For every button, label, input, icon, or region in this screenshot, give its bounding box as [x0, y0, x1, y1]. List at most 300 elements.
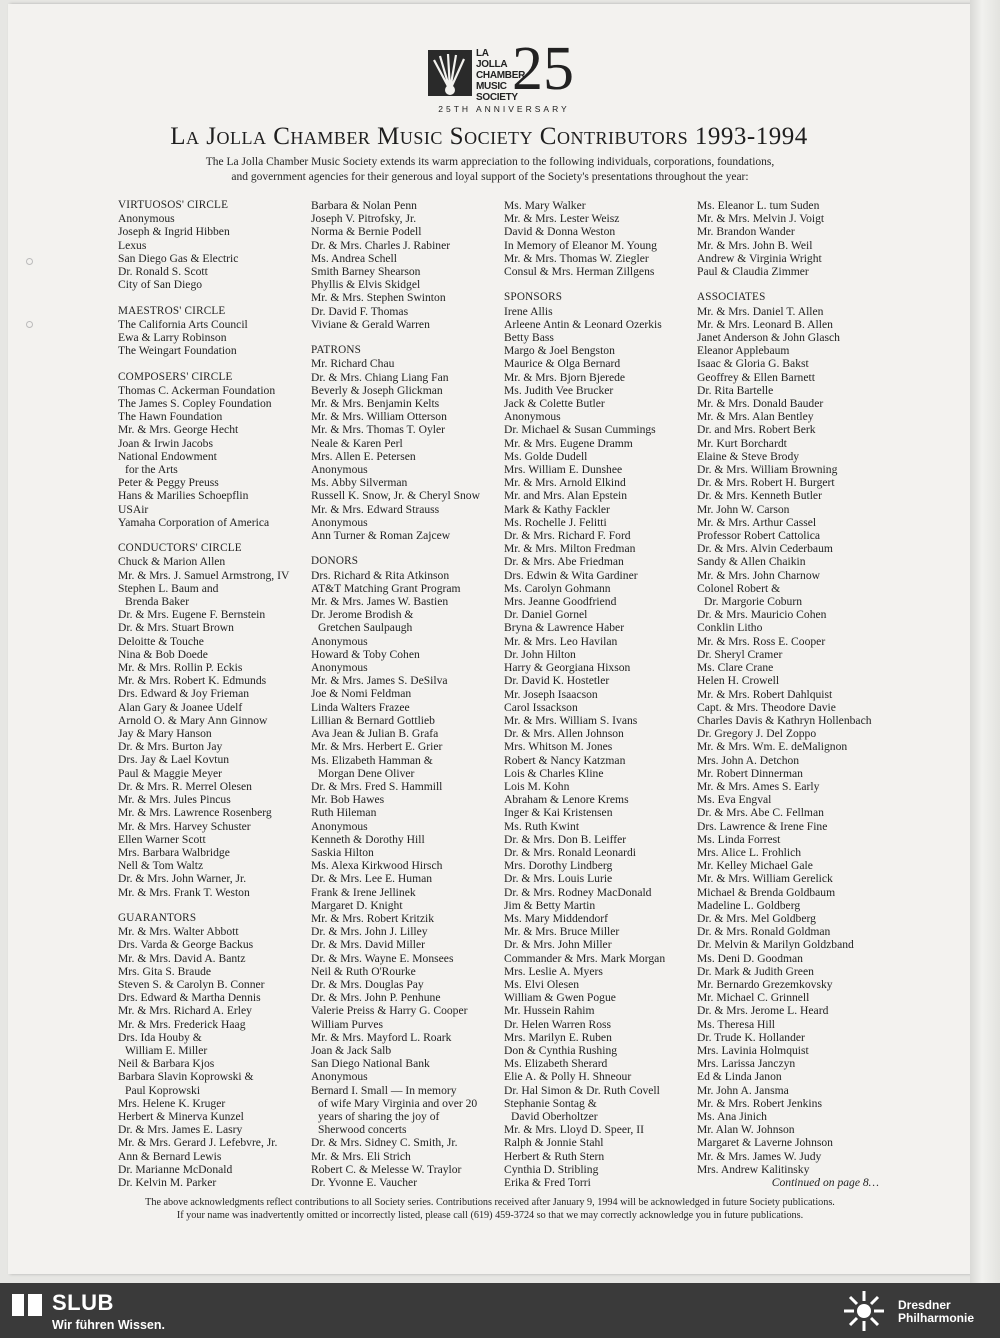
contributor-column-2	[311, 199, 501, 1189]
contributor-entry: Lillian & Bernard Gottlieb	[311, 713, 435, 727]
contributor-entry: Herbert & Ruth Stern	[504, 1149, 605, 1163]
contributor-entry: Barbara & Nolan Penn	[311, 199, 417, 212]
section-heading: SPONSORS	[504, 291, 563, 304]
contributor-entry: Robert & Nancy Katzman	[504, 753, 626, 767]
contributor-entry: Margaret D. Knight	[311, 898, 403, 912]
contributor-entry: Drs. Lawrence & Irene Fine	[697, 819, 828, 833]
contributor-entry: Herbert & Minerva Kunzel	[118, 1109, 244, 1123]
contributor-entry: Dr. Michael & Susan Cummings	[504, 423, 656, 437]
contributor-entry: Margaret & Laverne Johnson	[697, 1136, 833, 1150]
contributor-entry: Dr. & Mrs. Louis Lurie	[504, 872, 613, 886]
section-heading: VIRTUOSOS' CIRCLE	[118, 199, 229, 211]
section-heading: MAESTROS' CIRCLE	[118, 304, 226, 317]
contributor-entry: Ann Turner & Roman Zajcew	[311, 529, 451, 543]
contributor-entry: Elie A. & Polly H. Shneour	[504, 1070, 632, 1084]
contributor-entry: Dr. & Mrs. Don B. Leiffer	[504, 832, 627, 846]
contributor-entry: Ms. Elizabeth Sherard	[504, 1057, 608, 1071]
contributor-entry: Mrs. William E. Dunshee	[504, 463, 623, 477]
contributor-entry: Russell K. Snow, Jr. & Cheryl Snow	[311, 489, 480, 503]
contributor-entry: Mr. & Mrs. Benjamin Kelts	[311, 397, 440, 411]
contributor-entry: Paul & Claudia Zimmer	[697, 265, 809, 279]
contributor-entry: Conklin Litho	[697, 621, 763, 635]
contributor-entry: Lexus	[118, 238, 147, 252]
slub-tagline: Wir führen Wissen.	[52, 1318, 165, 1332]
contributor-entry: Mr. & Mrs. George Hecht	[118, 423, 239, 437]
contributor-entry: Dr. Rita Bartelle	[697, 383, 774, 397]
contributor-entry: Dr. & Mrs. Sidney C. Smith, Jr.	[311, 1136, 458, 1150]
contributor-entry: Mr. & Mrs. Ross E. Cooper	[697, 634, 826, 648]
contributor-entry: Mr. & Mrs. Eli Strich	[311, 1149, 411, 1163]
contributor-entry: Mrs. Jeanne Goodfriend	[504, 595, 617, 609]
contributor-entry: In Memory of Eleanor M. Young	[504, 238, 657, 252]
contributor-entry: Mrs. Larissa Janczyn	[697, 1057, 796, 1071]
contributor-entry: Anonymous	[311, 819, 368, 833]
contributor-entry: Mr. Kelley Michael Gale	[697, 859, 813, 873]
contributor-entry: Smith Barney Shearson	[311, 265, 421, 279]
contributor-entry: Dr. & Mrs. Abe C. Fellman	[697, 806, 824, 820]
contributor-entry: Dr. & Mrs. John Miller	[504, 938, 612, 952]
section-spacer	[118, 899, 308, 912]
contributor-entry: Drs. Varda & George Backus	[118, 938, 254, 952]
contributor-entry: Steven S. & Carolyn B. Conner	[118, 977, 265, 991]
contributor-entry: Ms. Rochelle J. Felitti	[504, 515, 607, 529]
contributor-entry: USAir	[118, 502, 149, 516]
intro-line: and government agencies for their generous and loyal support of the Society's presentations throughout the year:	[231, 170, 749, 183]
contributor-entry: Mr. & Mrs. Frank T. Weston	[118, 885, 250, 899]
philharmonie-name-line: Dresdner	[898, 1298, 951, 1312]
contributor-entry: Drs. Edward & Joy Frieman	[118, 687, 250, 701]
contributor-entry: Mr. & Mrs. Alan Bentley	[697, 410, 814, 424]
contributor-entry: Dr. Melvin & Marilyn Goldzband	[697, 938, 854, 952]
contributor-entry: Mr. & Mrs. Robert Jenkins	[697, 1096, 822, 1110]
logo-word: LA JOLLA	[476, 48, 508, 70]
contributor-entry: San Diego Gas & Electric	[118, 251, 239, 265]
contributor-entry: Dr. & Mrs. Wayne E. Monsees	[311, 951, 454, 965]
contributor-entry: Dr. Ronald S. Scott	[118, 265, 208, 279]
contributor-entry: Ava Jean & Julian B. Grafa	[311, 727, 439, 741]
logo-subtitle: 25TH ANNIVERSARY	[438, 104, 570, 114]
contributor-entry: Dr. & Mrs. Fred S. Hammill	[311, 779, 443, 793]
contributor-entry: Ms. Ruth Kwint	[504, 819, 580, 833]
contributor-column-1	[118, 199, 308, 1189]
contributor-entry: Mr. & Mrs. Melvin J. Voigt	[697, 212, 825, 226]
contributor-entry: Mrs. Whitson M. Jones	[504, 740, 613, 754]
contributor-entry: Mr. & Mrs. Walter Abbott	[118, 925, 239, 939]
contributor-entry: Mr. & Mrs. Frederick Haag	[118, 1017, 246, 1031]
contributor-entry: Mr. & Mrs. Lawrence Rosenberg	[118, 806, 272, 820]
contributor-entry: Dr. Marianne McDonald	[118, 1162, 233, 1176]
contributor-entry: Ms. Ana Jinich	[697, 1110, 767, 1123]
contributor-entry: Charles Davis & Kathryn Hollenbach	[697, 713, 872, 727]
logo-word: SOCIETY	[476, 92, 518, 103]
contributor-entry: Dr. & Mrs. Richard F. Ford	[504, 529, 631, 543]
contributor-entry: Betty Bass	[504, 331, 554, 345]
continued-note: Continued on page 8…	[771, 1176, 879, 1190]
contributor-entry: Mr. & Mrs. Edward Strauss	[311, 502, 440, 516]
contributor-entry: Ralph & Jonnie Stahl	[504, 1136, 604, 1150]
contributor-entry: Viviane & Gerald Warren	[311, 317, 430, 331]
contributor-entry: Harry & Georgiana Hixson	[504, 661, 631, 675]
section-heading: ASSOCIATES	[697, 291, 766, 304]
contributor-entry-continuation: for the Arts	[125, 463, 178, 477]
contributor-entry: City of San Diego	[118, 278, 203, 292]
contributor-entry-continuation: of wife Mary Virginia and over 20	[318, 1096, 478, 1110]
contributor-entry: Dr. & Mrs. Lee E. Human	[311, 872, 433, 886]
contributor-entry: Drs. Jay & Lael Kovtun	[118, 753, 230, 767]
section-spacer	[311, 331, 501, 344]
contributor-entry: Anonymous	[311, 1070, 368, 1084]
contributor-entry: Mr. & Mrs. Wm. E. deMalignon	[697, 740, 848, 754]
contributor-entry: Howard & Toby Cohen	[311, 647, 420, 661]
contributor-entry: Mrs. Lavinia Holmquist	[697, 1043, 809, 1057]
contributor-entry: Dr. & Mrs. Alvin Cederbaum	[697, 542, 833, 556]
contributor-entry: Mark & Kathy Fackler	[504, 502, 610, 516]
contributor-entry: Lois & Charles Kline	[504, 766, 604, 780]
contributor-entry: Mrs. Dorothy Lindberg	[504, 859, 613, 873]
contributor-entry: Carol Issackson	[504, 700, 578, 714]
contributor-entry: Paul & Maggie Meyer	[118, 766, 222, 780]
contributor-entry: Dr. John Hilton	[504, 647, 576, 661]
contributor-entry: Dr. & Mrs. Rodney MacDonald	[504, 885, 652, 899]
contributor-entry: Don & Cynthia Rushing	[504, 1043, 618, 1057]
contributor-entry: Dr. Jerome Brodish &	[311, 608, 414, 622]
contributor-entry: Ms. Elizabeth Hamman &	[311, 753, 433, 767]
contributor-entry: Mr. & Mrs. James W. Judy	[697, 1149, 822, 1163]
contributor-entry: Dr. & Mrs. John Warner, Jr.	[118, 872, 247, 886]
intro-text	[150, 155, 830, 184]
contributor-entry: Mr. & Mrs. Harvey Schuster	[118, 819, 251, 833]
contributor-entry: Neale & Karen Perl	[311, 436, 403, 450]
contributor-entry: Anonymous	[118, 212, 175, 226]
contributor-entry: Drs. Edwin & Wita Gardiner	[504, 568, 638, 582]
contributor-entry: Dr. & Mrs. Stuart Brown	[118, 621, 234, 635]
contributor-entry: Mrs. Leslie A. Myers	[504, 964, 603, 978]
contributor-entry: Valerie Preiss & Harry G. Cooper	[311, 1004, 468, 1018]
contributor-entry: Dr. and Mrs. Robert Berk	[697, 423, 816, 437]
contributor-entry: Mrs. Allen E. Petersen	[311, 449, 416, 463]
contributor-entry: Joan & Irwin Jacobs	[118, 436, 213, 450]
contributor-entry: Michael & Brenda Goldbaum	[697, 885, 836, 899]
contributor-entry: AT&T Matching Grant Program	[311, 581, 461, 595]
contributor-entry: Ewa & Larry Robinson	[118, 331, 227, 345]
section-spacer	[504, 278, 694, 291]
contributor-entry: Thomas C. Ackerman Foundation	[118, 383, 276, 397]
logo-word: CHAMBER	[476, 70, 526, 81]
contributor-entry: National Endowment	[118, 449, 217, 463]
contributor-entry: Anonymous	[311, 463, 368, 477]
contributor-entry: Dr. & Mrs. Eugene F. Bernstein	[118, 608, 266, 622]
contributor-entry: Mr. & Mrs. Jules Pincus	[118, 793, 231, 807]
contributor-entry: Dr. & Mrs. David Miller	[311, 938, 425, 952]
contributor-entry: Helen H. Crowell	[697, 674, 780, 688]
contributor-entry: Dr. & Mrs. Chiang Liang Fan	[311, 370, 449, 384]
contributor-entry: Mr. Michael C. Grinnell	[697, 991, 810, 1005]
page-edge	[970, 0, 1000, 1283]
contributor-entry: Ms. Theresa Hill	[697, 1017, 776, 1031]
keyboard-emblem-icon	[428, 50, 472, 96]
contributor-entry: Sandy & Allen Chaikin	[697, 555, 806, 569]
contributor-entry: The Hawn Foundation	[118, 410, 223, 424]
contributor-entry-continuation: William E. Miller	[125, 1043, 208, 1057]
contributor-entry: Alan Gary & Joanee Udelf	[118, 700, 243, 714]
contributor-entry: Mr. & Mrs. Thomas T. Oyler	[311, 423, 445, 437]
section-spacer	[118, 529, 308, 542]
contributor-entry: Neil & Ruth O'Rourke	[311, 964, 416, 978]
contributor-entry: Dr. & Mrs. William Browning	[697, 463, 838, 477]
contributor-entry: Mr. & Mrs. J. Samuel Armstrong, IV	[118, 568, 290, 582]
contributor-entry: Colonel Robert &	[697, 581, 781, 595]
contributor-entry: Dr. Yvonne E. Vaucher	[311, 1176, 418, 1189]
contributor-entry: Mr. & Mrs. William Otterson	[311, 410, 447, 424]
contributor-entry: Norma & Bernie Podell	[311, 225, 422, 239]
contributor-entry: Andrew & Virginia Wright	[697, 251, 822, 265]
contributor-entry: Dr. & Mrs. Douglas Pay	[311, 977, 424, 991]
contributor-entry: Mr. & Mrs. Herbert E. Grier	[311, 740, 443, 754]
contributor-entry: Mr. & Mrs. Lloyd D. Speer, II	[504, 1123, 644, 1137]
contributor-entry: Anonymous	[311, 515, 368, 529]
contributor-entry: Drs. Richard & Rita Atkinson	[311, 568, 450, 582]
contributor-entry: Dr. & Mrs. Charles J. Rabiner	[311, 238, 451, 252]
contributor-entry: Robert C. & Melesse W. Traylor	[311, 1162, 462, 1176]
contributor-entry: Mr. & Mrs. Arnold Elkind	[504, 476, 626, 490]
contributor-entry: Dr. Hal Simon & Dr. Ruth Covell	[504, 1083, 660, 1097]
contributor-entry: Ms. Eva Engval	[697, 793, 772, 807]
footer-note	[110, 1196, 870, 1222]
contributor-entry: The James S. Copley Foundation	[118, 397, 272, 411]
contributor-entry: Mr. Bernardo Grezemkovsky	[697, 977, 833, 991]
contributor-entry: Mr. & Mrs. James W. Bastien	[311, 595, 449, 609]
contributor-entry: Mr. & Mrs. Eugene Dramm	[504, 436, 633, 450]
contributor-entry: Dr. Mark & Judith Green	[697, 964, 814, 978]
contributor-entry: Nina & Bob Doede	[118, 647, 208, 661]
society-logo	[424, 35, 584, 118]
section-spacer	[697, 278, 887, 291]
contributor-entry: Peter & Peggy Preuss	[118, 476, 219, 490]
contributor-entry: Nell & Tom Waltz	[118, 859, 204, 873]
contributor-entry: Dr. & Mrs. R. Merrel Olesen	[118, 779, 252, 793]
contributor-entry: Joe & Nomi Feldman	[311, 687, 412, 701]
section-spacer	[118, 291, 308, 304]
contributor-entry: William & Gwen Pogue	[504, 991, 616, 1005]
contributor-entry: Mr. Kurt Borchardt	[697, 436, 787, 450]
contributor-entry: Joseph V. Pitrofsky, Jr.	[311, 212, 417, 226]
contributor-entry-continuation: Gretchen Saulpaugh	[318, 621, 413, 635]
philharmonie-name-line: Philharmonie	[898, 1311, 975, 1325]
section-spacer	[311, 542, 501, 555]
contributor-entry: Mr. & Mrs. Arthur Cassel	[697, 515, 817, 529]
binding-marks	[26, 258, 33, 384]
contributor-entry: Dr. David K. Hostetler	[504, 674, 610, 688]
footer-line: If your name was inadvertently omitted or incorrectly listed, please call (619) 459-3724 so that we may correctly acknowledge you in future publications.	[176, 1210, 804, 1221]
contributor-entry: Dr. & Mrs. Abe Friedman	[504, 555, 624, 569]
contributor-entry-continuation: Dr. Margorie Coburn	[704, 595, 802, 609]
intro-line: The La Jolla Chamber Music Society extends its warm appreciation to the following individuals, corporations, foundations,	[205, 156, 775, 168]
contributor-entry: Maurice & Olga Bernard	[504, 357, 621, 371]
contributor-entry: Mr. & Mrs. William S. Ivans	[504, 713, 638, 727]
contributor-entry: William Purves	[311, 1017, 383, 1031]
contributor-entry: Ms. Elvi Olesen	[504, 977, 580, 991]
contributor-column-3	[504, 199, 694, 1189]
contributor-entry: Eleanor Applebaum	[697, 344, 790, 358]
contributor-entry: Mr. John A. Jansma	[697, 1083, 789, 1097]
contributor-entry: Stephen L. Baum and	[118, 581, 219, 595]
contributor-entry: The Weingart Foundation	[118, 344, 237, 358]
section-heading: CONDUCTORS' CIRCLE	[118, 542, 242, 555]
contributor-entry: Dr. & Mrs. Mel Goldberg	[697, 911, 816, 925]
contributor-entry: Mr. & Mrs. Ames S. Early	[697, 779, 820, 793]
contributor-entry: Chuck & Marion Allen	[118, 555, 226, 569]
contributor-column-4	[697, 199, 887, 1189]
logo-word: MUSIC	[476, 81, 507, 92]
contributor-entry: Dr. & Mrs. Kenneth Butler	[697, 489, 822, 503]
contributor-entry: Ms. Deni D. Goodman	[697, 951, 803, 965]
contributor-entry: Ruth Hileman	[311, 806, 377, 820]
contributor-entry: Ann & Bernard Lewis	[118, 1149, 222, 1163]
contributor-entry-continuation: Brenda Baker	[125, 595, 190, 609]
contributor-entry: Ms. Judith Vee Brucker	[504, 383, 614, 397]
contributor-entry: Jay & Mary Hanson	[118, 727, 212, 741]
contributor-entry: Dr. & Mrs. Mauricio Cohen	[697, 608, 827, 622]
contributor-entry: Deloitte & Touche	[118, 634, 204, 648]
contributor-entry: Beverly & Joseph Glickman	[311, 383, 443, 397]
contributor-entry: Dr. Kelvin M. Parker	[118, 1175, 217, 1189]
contributor-entry-continuation: Paul Koprowski	[125, 1083, 201, 1097]
contributor-entry: Neil & Barbara Kjos	[118, 1057, 215, 1071]
contributor-entry: Mrs. Alice L. Frohlich	[697, 845, 802, 859]
contributor-entry-continuation: Morgan Dene Oliver	[318, 766, 415, 780]
contributor-entry: Consul & Mrs. Herman Zillgens	[504, 265, 655, 279]
contributor-entry: Mr. & Mrs. Bruce Miller	[504, 925, 620, 939]
contributor-entry: Mr. & Mrs. Robert Kritzik	[311, 911, 435, 925]
section-heading: COMPOSERS' CIRCLE	[118, 370, 233, 383]
contributor-entry: Geoffrey & Ellen Barnett	[697, 370, 815, 384]
contributor-entry: Dr. & Mrs. Ronald Leonardi	[504, 845, 637, 859]
contributor-entry-continuation: years of sharing the joy of	[318, 1109, 440, 1123]
contributor-entry: Professor Robert Cattolica	[697, 529, 820, 543]
contributor-entry: Mr. & Mrs. Bjorn Bjerede	[504, 370, 626, 384]
contributor-entry: Ms. Mary Walker	[504, 199, 586, 212]
contributor-entry: Mr. & Mrs. Thomas W. Ziegler	[504, 251, 649, 265]
contributor-entry: Saskia Hilton	[311, 845, 374, 859]
contributor-entry: Abraham & Lenore Krems	[504, 793, 629, 807]
contributor-entry: Isaac & Gloria G. Bakst	[697, 357, 809, 371]
contributor-entry: Dr. & Mrs. Ronald Goldman	[697, 925, 831, 939]
contributor-entry: Jack & Colette Butler	[504, 397, 605, 411]
contributor-entry: Bryna & Lawrence Haber	[504, 621, 625, 635]
slub-logo-icon	[12, 1294, 42, 1316]
contributor-entry: Dr. & Mrs. James E. Lasry	[118, 1123, 243, 1137]
section-heading: PATRONS	[311, 344, 362, 357]
section-heading: GUARANTORS	[118, 911, 197, 924]
contributor-entry: Elaine & Steve Brody	[697, 449, 800, 463]
contributor-entry: Mr. and Mrs. Alan Epstein	[504, 489, 628, 503]
contributor-entry: Mr. & Mrs. James S. DeSilva	[311, 674, 448, 688]
contributor-entry: Drs. Ida Houby &	[118, 1030, 202, 1044]
contributor-entry: Joan & Jack Salb	[311, 1043, 392, 1057]
contributor-entry: Mr. & Mrs. Donald Bauder	[697, 397, 824, 411]
contributor-entry: Mr. & Mrs. Mayford L. Roark	[311, 1030, 452, 1044]
contributor-entry: Ms. Mary Middendorf	[504, 911, 609, 925]
contributor-entry: Drs. Edward & Martha Dennis	[118, 991, 261, 1005]
contributor-entry: Dr. Trude K. Hollander	[697, 1030, 805, 1044]
contributor-entry: Arnold O. & Mary Ann Ginnow	[118, 713, 268, 727]
contributor-entry: Arleene Antin & Leonard Ozerkis	[504, 317, 662, 331]
contributor-entry: Yamaha Corporation of America	[118, 515, 270, 529]
contributor-entry: Dr. & Mrs. John J. Lilley	[311, 925, 428, 939]
contributor-entry: Dr. & Mrs. Robert H. Burgert	[697, 476, 835, 490]
contributor-entry: Anonymous	[311, 634, 368, 648]
contributor-entry: Barbara Slavin Koprowski &	[118, 1070, 254, 1084]
contributor-entry: Anonymous	[504, 410, 561, 424]
contributor-entry: Mr. Hussein Rahim	[504, 1004, 595, 1018]
contributor-entry-continuation: Sherwood concerts	[318, 1123, 407, 1137]
contributor-entry-continuation: David Oberholtzer	[511, 1110, 598, 1123]
contributor-entry: Dr. & Mrs. Burton Jay	[118, 740, 223, 754]
contributor-entry: Mr. Robert Dinnerman	[697, 766, 803, 780]
contributor-entry: Mrs. Andrew Kalitinsky	[697, 1162, 810, 1176]
philharmonie-sunburst-icon	[842, 1289, 886, 1333]
contributor-entry: Mr. & Mrs. Gerard J. Lefebvre, Jr.	[118, 1136, 278, 1150]
contributor-entry: Mr. & Mrs. Leonard B. Allen	[697, 317, 833, 331]
contributor-entry: Madeline L. Goldberg	[697, 898, 801, 912]
contributor-entry: Ed & Linda Janon	[697, 1070, 782, 1084]
contributor-entry: Cynthia D. Stribling	[504, 1162, 599, 1176]
contributor-entry: Ms. Eleanor L. tum Suden	[697, 199, 820, 212]
contributor-entry: Ms. Carolyn Gohmann	[504, 581, 611, 595]
contributor-entry: Mr. Richard Chau	[311, 357, 395, 371]
contributor-entry: Ms. Alexa Kirkwood Hirsch	[311, 859, 443, 873]
section-spacer	[118, 357, 308, 370]
contributor-entry: Ms. Golde Dudell	[504, 449, 588, 463]
contributor-entry: Capt. & Mrs. Theodore Davie	[697, 700, 836, 714]
contributor-entry: Mr. & Mrs. Leo Havilan	[504, 634, 618, 648]
contributor-entry: Dr. Gregory J. Del Zoppo	[697, 727, 817, 741]
contributor-entry: Mrs. Barbara Walbridge	[118, 845, 230, 859]
contributor-entry: Ms. Abby Silverman	[311, 476, 408, 490]
contributor-entry: Inger & Kai Kristensen	[504, 806, 613, 820]
contributor-entry: Mr. John W. Carson	[697, 502, 790, 516]
page-title: La Jolla Chamber Music Society Contributors 1993-1994	[170, 123, 808, 150]
logo-number: 25	[512, 35, 574, 103]
contributor-entry: Ms. Andrea Schell	[311, 251, 397, 265]
contributor-entry: Frank & Irene Jellinek	[311, 885, 416, 899]
contributor-entry: Dr. & Mrs. Allen Johnson	[504, 727, 624, 741]
contributor-entry: Dr. David F. Thomas	[311, 304, 409, 318]
footer-line: The above acknowledgments reflect contributions to all Society series. Contributions received after January 9, 1994 will be acknowledged in future Society publications.	[145, 1197, 835, 1208]
philharmonie-name	[898, 1299, 974, 1325]
contributor-entry: Mr. Bob Hawes	[311, 793, 385, 807]
contributor-entry: San Diego National Bank	[311, 1057, 430, 1071]
contributor-entry: Dr. Sheryl Cramer	[697, 647, 783, 661]
contributor-entry: Linda Walters Frazee	[311, 700, 410, 714]
contributor-entry: Mr. & Mrs. Richard A. Erley	[118, 1004, 252, 1018]
contributor-entry: Ms. Clare Crane	[697, 661, 774, 675]
contributor-entry: Bernard I. Small — In memory	[311, 1083, 457, 1097]
contributor-entry: Margo & Joel Bengston	[504, 344, 615, 358]
contributor-entry: Jim & Betty Martin	[504, 898, 596, 912]
contributor-entry: Erika & Fred Torri	[504, 1176, 591, 1190]
contributor-entry: Mr. Brandon Wander	[697, 225, 795, 239]
contributor-entry: Mr. & Mrs. Robert K. Edmunds	[118, 674, 267, 688]
section-heading: DONORS	[311, 555, 359, 568]
contributor-entry: Mr. & Mrs. William Gerelick	[697, 872, 833, 886]
contributor-entry: Commander & Mrs. Mark Morgan	[504, 951, 666, 965]
contributor-entry: Anonymous	[311, 661, 368, 675]
contributor-entry: Ms. Linda Forrest	[697, 832, 781, 846]
contributor-entry: Mr. & Mrs. Daniel T. Allen	[697, 304, 824, 318]
contributor-entry: Dr. Helen Warren Ross	[504, 1017, 612, 1031]
contributor-entry: Mr. & Mrs. John B. Weil	[697, 238, 813, 252]
